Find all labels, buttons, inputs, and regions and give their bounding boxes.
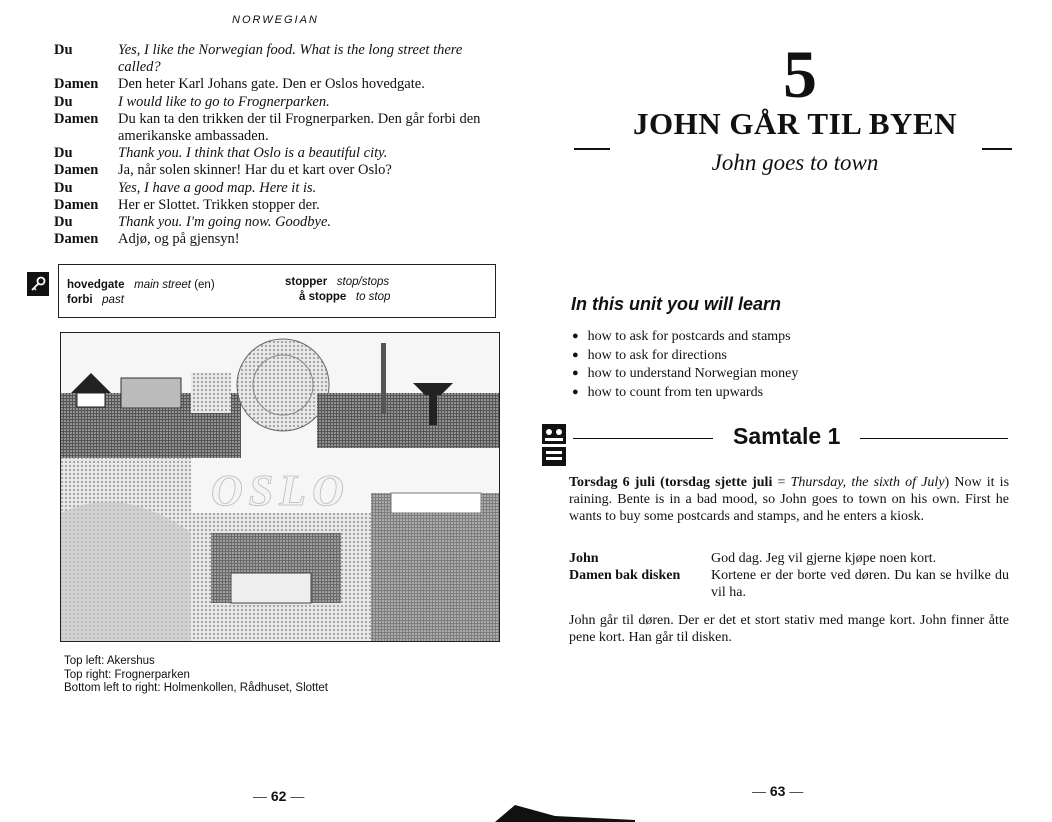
- speaker: Du: [54, 42, 73, 58]
- speaker: Du: [54, 179, 73, 196]
- line-text: Her er Slottet. Trikken stopper der.: [118, 196, 320, 213]
- speaker: Du: [54, 145, 73, 162]
- running-head: NORWEGIAN: [232, 14, 319, 26]
- narrative-paragraph: John går til døren. Der er det et stort stativ med mange kort. John finner åtte pene kort. Han går til disken.: [569, 613, 1009, 645]
- speaker: Damen: [54, 196, 99, 213]
- list-item: ● how to ask for directions: [572, 347, 798, 366]
- unit-number: 5: [783, 36, 817, 112]
- page-number-right: — 63 —: [752, 783, 804, 799]
- learn-list: [572, 328, 798, 402]
- vocab-entry: [299, 291, 390, 303]
- line-text: Kortene er der borte ved døren. Du kan se hvilke du vil ha.: [711, 568, 1009, 600]
- caption-line: Top left: Akershus: [64, 655, 155, 667]
- vocab-entry: [67, 279, 215, 291]
- vocab-translation: to stop: [355, 291, 391, 303]
- vocab-word: forbi: [67, 294, 93, 306]
- dialogue-left: [54, 42, 504, 248]
- line-text: Thank you. I think that Oslo is a beautiful city.: [118, 145, 388, 162]
- vocab-translation: past: [102, 294, 124, 306]
- vocabulary-box: [58, 264, 496, 318]
- speaker: Du: [54, 214, 73, 231]
- dialogue-line: [54, 197, 504, 214]
- list-item: ● how to count from ten upwards: [572, 384, 798, 403]
- line-text: Ja, når solen skinner! Har du et kart over Oslo?: [118, 162, 392, 179]
- date-norwegian: Torsdag 6 juli (torsdag sjette juli: [569, 475, 773, 490]
- speaker: Damen: [54, 231, 99, 248]
- intro-text: Now it is raining. Bente is in a bad mood, so John goes to town on his own. First he wants to buy some postcards and stamps, and he enters a kiosk.: [569, 475, 1010, 524]
- oslo-photo-collage: [60, 332, 500, 642]
- section-rule-right: [860, 438, 1008, 439]
- vocab-word: å stoppe: [299, 291, 347, 303]
- date-equals: =: [777, 475, 786, 490]
- dialogue-line: [54, 231, 504, 248]
- line-text: Adjø, og på gjensyn!: [118, 231, 240, 248]
- line-text: Yes, I have a good map. Here it is.: [118, 179, 317, 196]
- cassette-tape-icon: [541, 423, 567, 467]
- vocab-entry: [67, 294, 124, 306]
- list-item: ● how to understand Norwegian money: [572, 365, 798, 384]
- page-number-left: — 62 —: [253, 788, 305, 804]
- vocab-entry: [285, 276, 389, 288]
- dialogue-line: [54, 180, 504, 197]
- dialogue-line: [54, 94, 504, 111]
- date-english: Thursday, the sixth of July: [790, 475, 945, 490]
- vocab-word: hovedgate: [67, 279, 125, 291]
- line-text: Den heter Karl Johans gate. Den er Oslos hovedgate.: [118, 76, 425, 93]
- date-close: ): [944, 475, 950, 490]
- vocab-gender: (en): [194, 279, 215, 291]
- speaker: John: [569, 551, 599, 566]
- dialogue-line: [54, 145, 504, 162]
- dialogue-line: [54, 214, 504, 231]
- key-icon: [27, 272, 49, 296]
- learn-heading: In this unit you will learn: [571, 294, 782, 314]
- dialogue-line: [54, 76, 504, 93]
- unit-title: JOHN GÅR TIL BYEN: [632, 106, 958, 141]
- dialogue-line: [54, 111, 504, 145]
- vocab-translation: stop/stops: [336, 276, 390, 288]
- photo-caption: [64, 655, 328, 696]
- dialogue-line: [54, 162, 504, 179]
- caption-line: Bottom left to right: Holmenkollen, Rådhuset, Slottet: [64, 682, 328, 694]
- speaker: Damen bak disken: [569, 568, 681, 583]
- line-text: Yes, I like the Norwegian food. What is the long street there called?: [118, 42, 463, 76]
- line-text: Du kan ta den trikken der til Frognerparken. Den går forbi den amerikanske ambassaden.: [118, 110, 481, 145]
- line-text: I would like to go to Frognerparken.: [118, 93, 330, 110]
- speaker: Damen: [54, 110, 99, 127]
- line-text: Thank you. I'm going now. Goodbye.: [118, 214, 332, 231]
- dialogue-line: [54, 42, 504, 76]
- speaker: Du: [54, 93, 73, 110]
- vocab-translation: main street: [134, 279, 191, 291]
- speaker: Damen: [54, 76, 99, 93]
- section-title: Samtale 1: [733, 423, 841, 449]
- spine-shadow: [495, 800, 635, 822]
- section-rule-left: [573, 438, 713, 439]
- dialogue-right: [569, 550, 1009, 601]
- speaker: Damen: [54, 162, 99, 179]
- intro-paragraph: [569, 474, 1009, 525]
- dialogue-line: [569, 550, 1009, 567]
- unit-subtitle: John goes to town: [711, 150, 879, 175]
- list-item: ● how to ask for postcards and stamps: [572, 328, 798, 347]
- line-text: God dag. Jeg vil gjerne kjøpe noen kort.: [711, 551, 937, 566]
- photo-label: OSLO: [211, 466, 350, 515]
- vocab-word: stopper: [285, 276, 328, 288]
- dialogue-line: [569, 567, 1009, 601]
- caption-line: Top right: Frognerparken: [64, 668, 190, 681]
